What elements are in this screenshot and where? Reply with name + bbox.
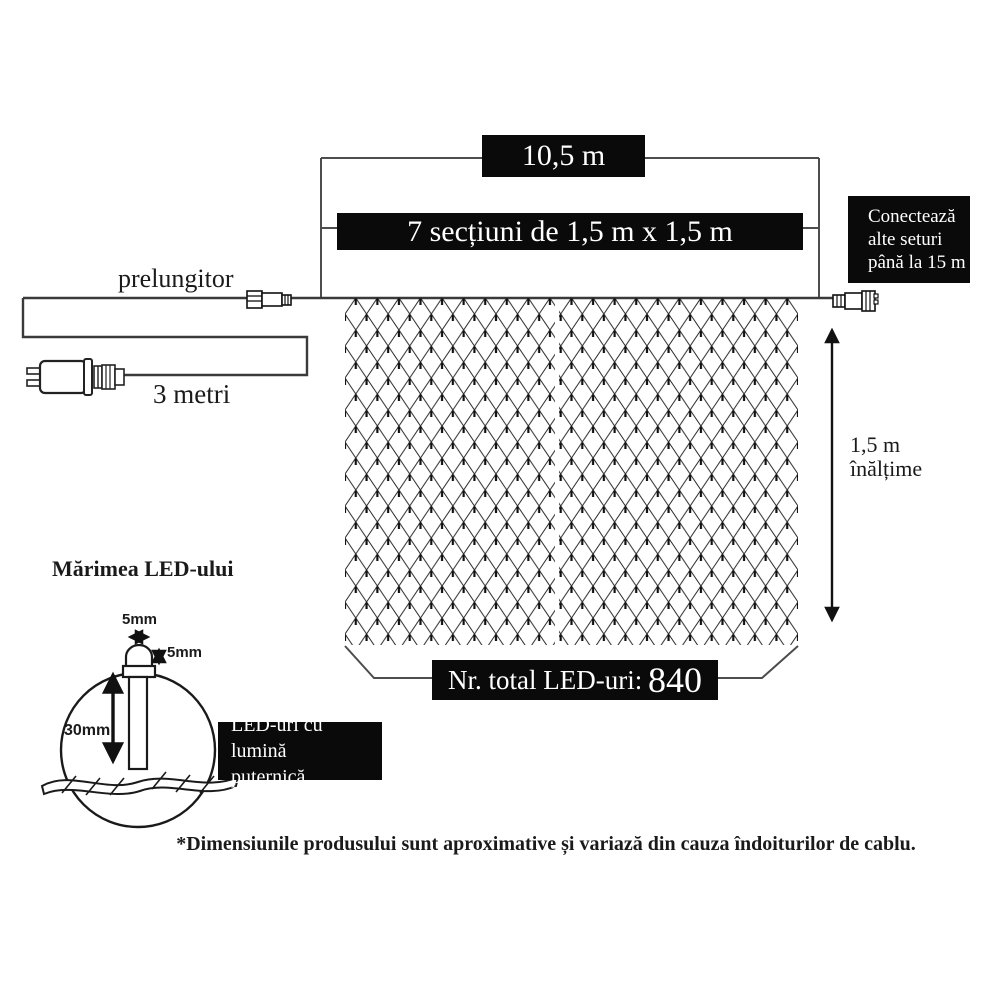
- led-total-height-label: 30mm: [64, 722, 111, 739]
- sections-label-box: [337, 213, 803, 250]
- extension-cord-label: prelungitor: [118, 264, 234, 293]
- net-section-seam: [555, 300, 559, 644]
- cable-connector-right-icon: [833, 291, 878, 311]
- led-height-label: 5mm: [167, 644, 203, 661]
- net-mesh: [345, 298, 798, 645]
- cable-connector-icon: [247, 291, 291, 308]
- total-leds-label: Nr. total LED-uri:: [448, 664, 643, 695]
- connect-line1: Conectează: [868, 206, 956, 227]
- total-width-label-box: [482, 135, 645, 177]
- disclaimer-text: *Dimensiunile produsului sunt aproximative și variază din cauza îndoiturilor de cablu.: [176, 833, 916, 855]
- total-leds-value: 840: [648, 660, 702, 700]
- height-line2: înălțime: [850, 456, 923, 481]
- led-size-heading: Mărimea LED-ului: [52, 556, 234, 581]
- connect-more-sets-box: [848, 196, 970, 283]
- led-light-line2: puternică: [231, 766, 306, 788]
- cable-length-label: 3 metri: [153, 379, 231, 409]
- power-plug-icon: [27, 359, 124, 395]
- total-leds-box: [432, 660, 718, 700]
- height-label: [850, 433, 970, 481]
- led-light-line1: LED-uri cu lumină: [231, 714, 323, 762]
- height-line1: 1,5 m: [850, 432, 901, 457]
- twisted-wire-icon: [42, 772, 238, 795]
- connect-line3: până la 15 m: [868, 252, 966, 273]
- sections-value: 7 secțiuni de 1,5 m x 1,5 m: [407, 214, 733, 248]
- led-width-label: 5mm: [122, 611, 158, 628]
- led-light-box: [218, 714, 382, 788]
- connect-line2: alte seturi: [868, 229, 943, 250]
- led-bulb-icon: [123, 645, 155, 769]
- total-width-value: 10,5 m: [521, 139, 606, 172]
